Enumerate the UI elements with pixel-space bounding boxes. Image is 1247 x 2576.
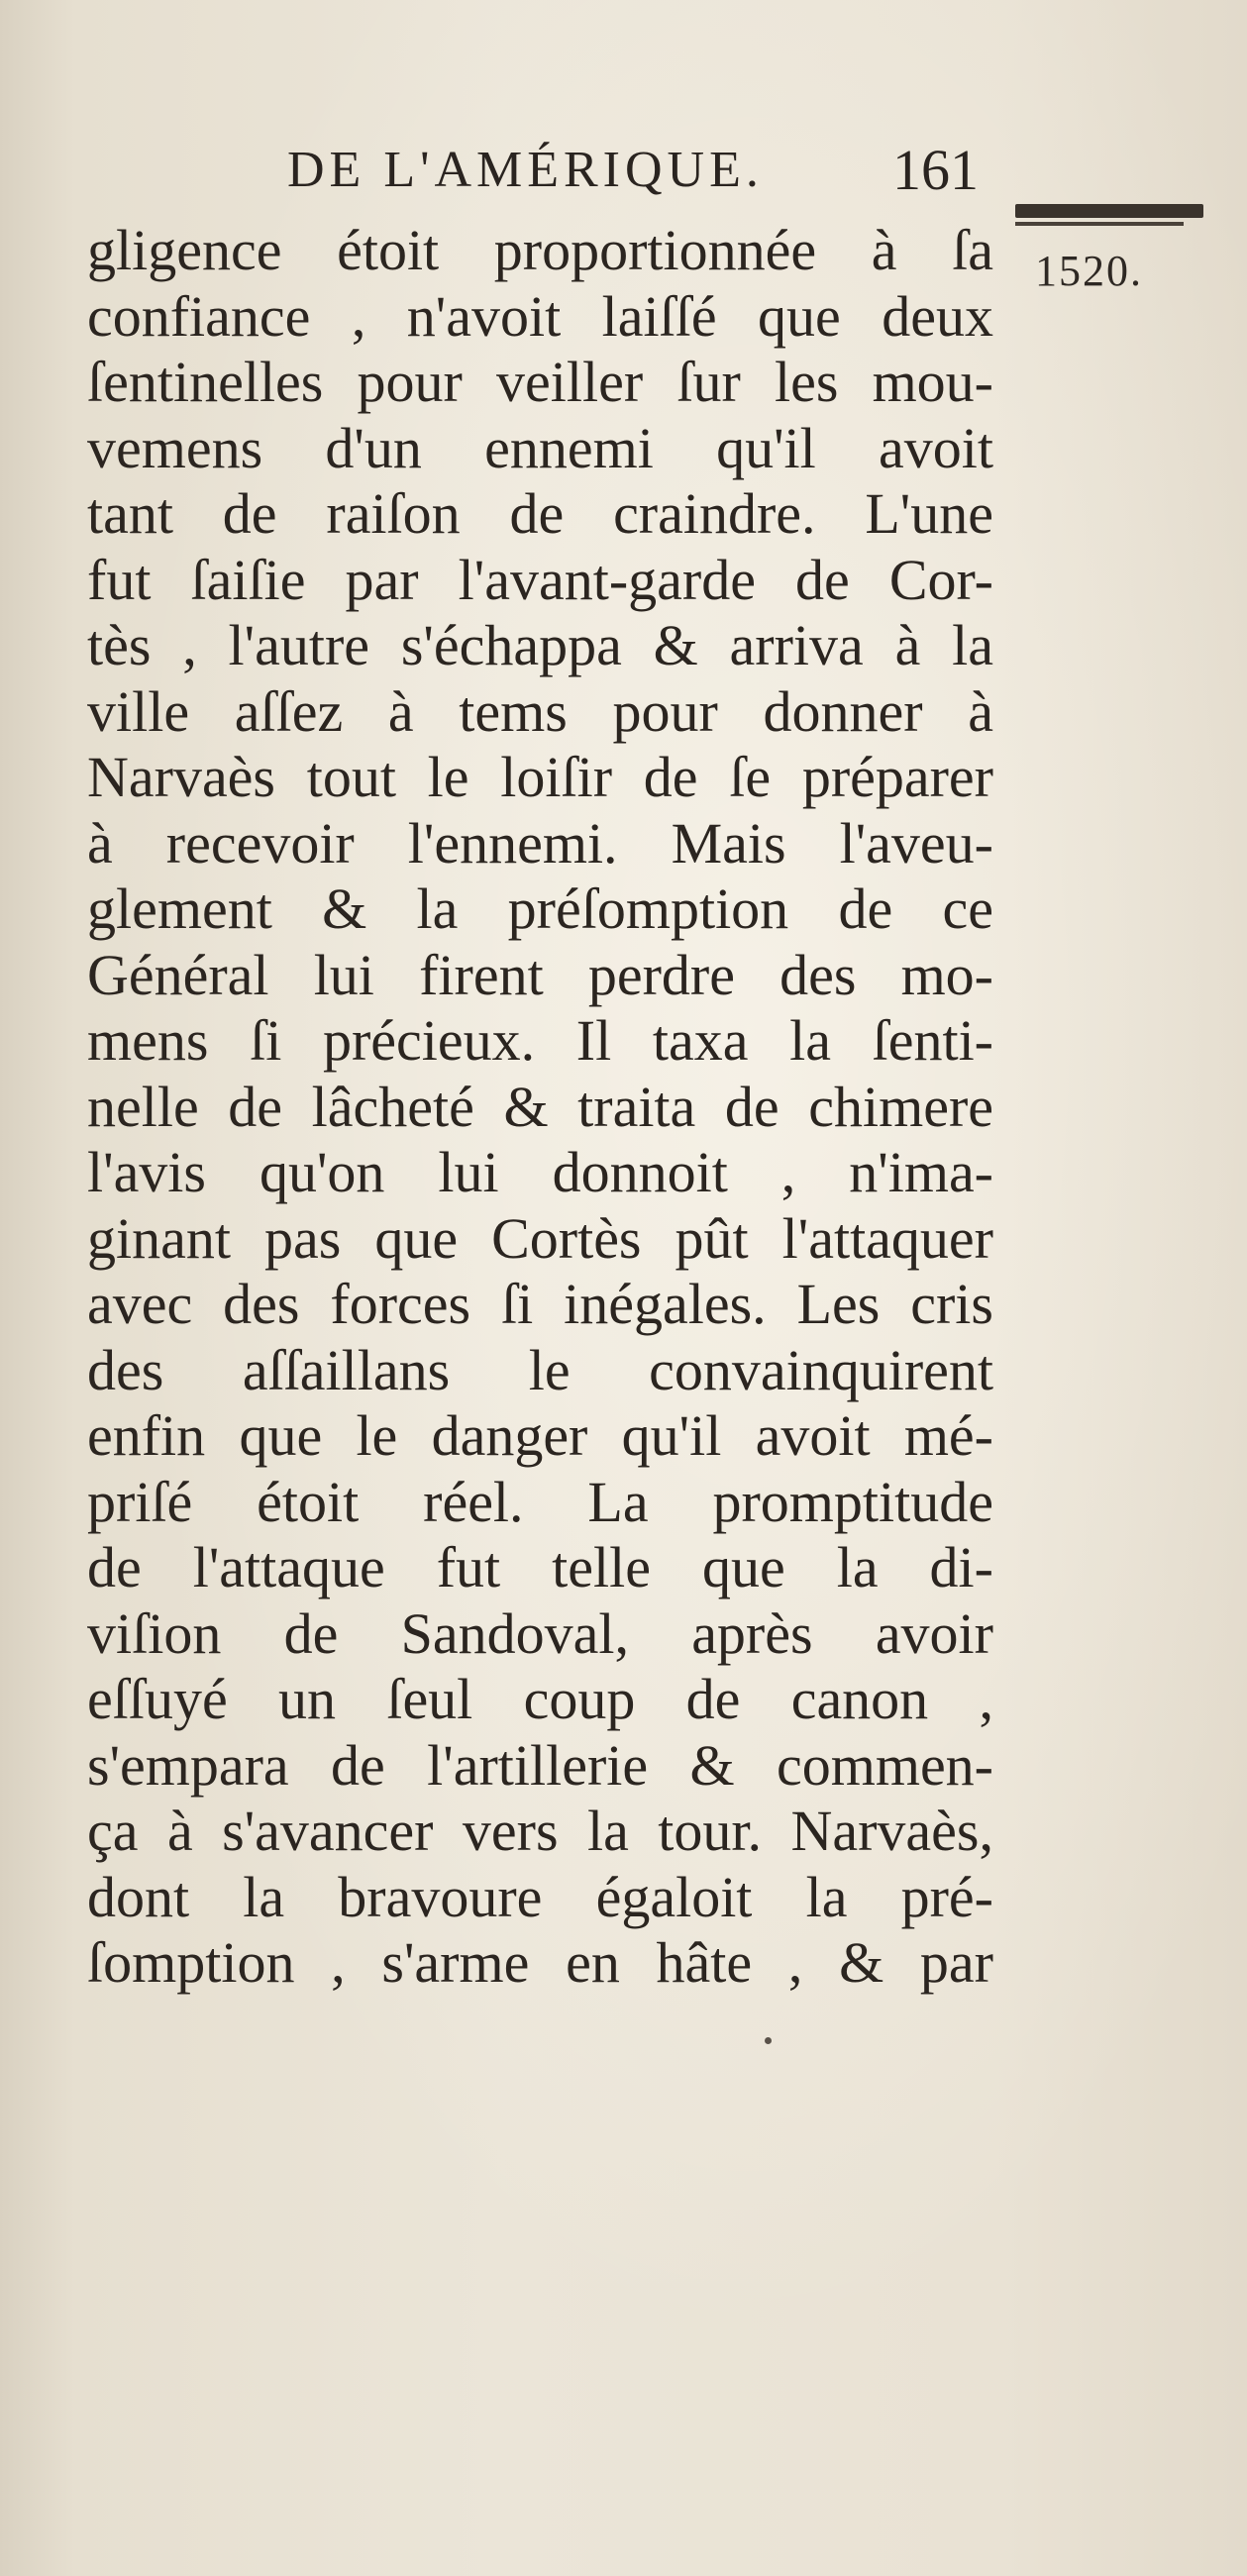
text-line: vemens d'un ennemi qu'il avoit [87, 415, 993, 480]
text-line: enfin que le danger qu'il avoit mé- [87, 1403, 993, 1468]
text-line: l'avis qu'on lui donnoit , n'ima- [87, 1140, 993, 1204]
text-line: dont la bravoure égaloit la pré- [87, 1864, 993, 1929]
text-line: eſſuyé un ſeul coup de canon , [87, 1667, 993, 1731]
text-line: viſion de Sandoval, après avoir [87, 1600, 993, 1666]
text-line: ſomption , s'arme en hâte , & par [87, 1930, 993, 1995]
text-line: nelle de lâcheté & traita de chimere [87, 1074, 993, 1139]
page-number: 161 [892, 138, 979, 202]
text-line: tès , l'autre s'échappa & arriva à la [87, 613, 993, 677]
page-header [287, 129, 1000, 208]
text-line: confiance , n'avoit laiſſé que deux [87, 283, 993, 349]
text-line: à recevoir l'ennemi. Mais l'aveu- [87, 810, 993, 876]
text-line: gligence étoit proportionnée à ſa [87, 218, 993, 282]
text-line: ville aſſez à tems pour donner à [87, 678, 993, 744]
ink-speck [765, 2037, 772, 2044]
text-line: tant de raiſon de craindre. L'une [87, 481, 993, 546]
text-line: mens ſi précieux. Il taxa la ſenti- [87, 1008, 993, 1073]
text-line: ſentinelles pour veiller ſur les mou- [87, 350, 993, 414]
text-line: ginant pas que Cortès pût l'attaquer [87, 1205, 993, 1271]
text-line: glement & la préſomption de ce [87, 876, 993, 941]
text-line: Narvaès tout le loiſir de ſe préparer [87, 745, 993, 809]
text-line: priſé étoit réel. La promptitude [87, 1469, 993, 1534]
text-line: avec des forces ſi inégales. Les cris [87, 1272, 993, 1336]
margin-year-note: 1520. [1035, 247, 1143, 295]
text-line: de l'attaque fut telle que la di- [87, 1535, 993, 1599]
body-text [87, 218, 993, 1997]
text-line: s'empara de l'artillerie & commen- [87, 1732, 993, 1798]
margin-rule [1015, 204, 1203, 218]
running-title: DE L'AMÉRIQUE. [287, 142, 764, 198]
text-line: Général lui firent perdre des mo- [87, 942, 993, 1007]
text-line: ça à s'avancer vers la tour. Narvaès, [87, 1799, 993, 1863]
text-line: des aſſaillans le convainquirent [87, 1337, 993, 1402]
text-line: fut ſaiſie par l'avant-garde de Cor- [87, 547, 993, 612]
